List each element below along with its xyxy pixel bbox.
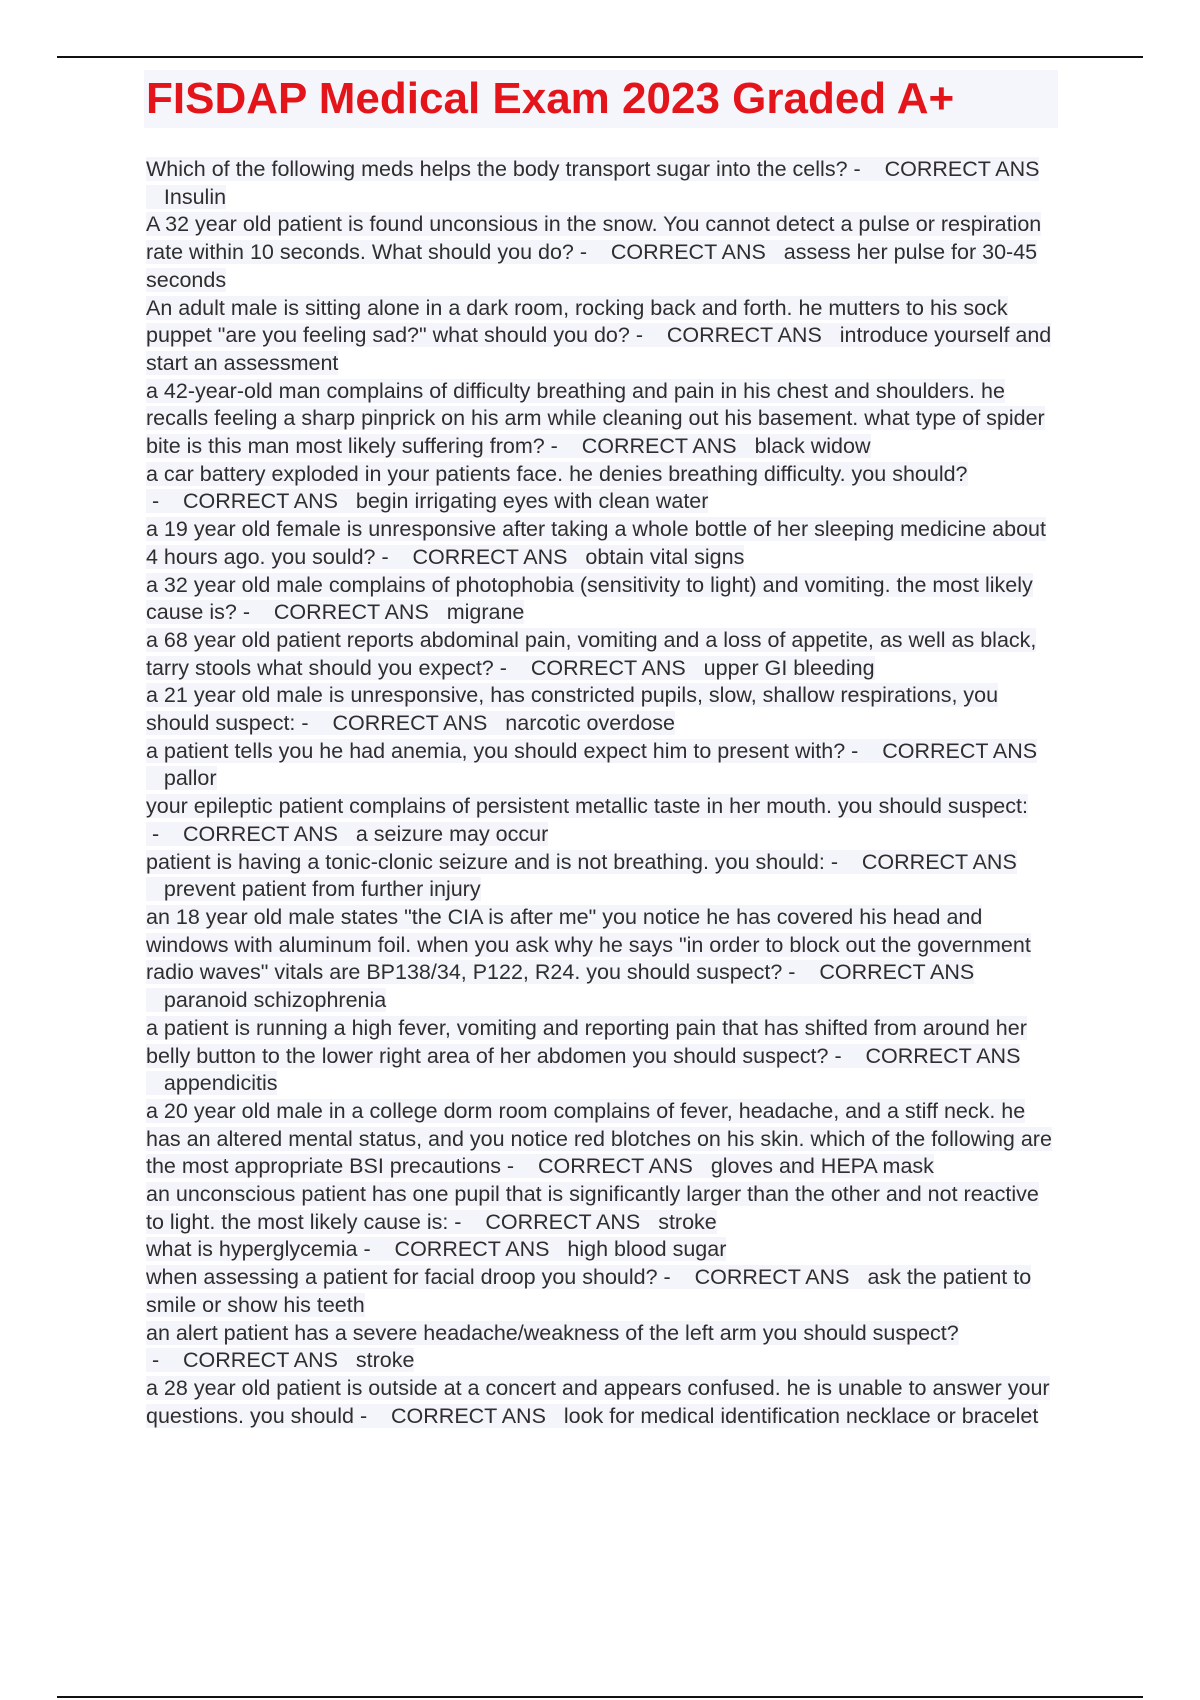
question-text: when assessing a patient for facial droop you should? xyxy=(146,1265,658,1290)
question-text: a 21 year old male is unresponsive, has constricted pupils, slow, shallow respirations, you should suspect: xyxy=(146,683,999,736)
answer-text: pallor xyxy=(163,766,217,791)
qa-item-text xyxy=(146,794,1028,846)
separator: - xyxy=(357,1237,395,1262)
qa-item-text xyxy=(146,1265,1031,1317)
separator: - xyxy=(629,323,667,348)
question-text: patient is having a tonic-clonic seizure and is not breathing. you should: xyxy=(146,849,825,874)
separator: - xyxy=(146,1348,184,1373)
question-text: a 42-year-old man complains of difficulty breathing and pain in his chest and shoulders. he recalls feeling a sharp pinprick on his arm while cleaning out his basement. what type of spider bite is this man most likely suffering from? xyxy=(146,378,1045,459)
qa-item-text xyxy=(146,739,1037,791)
correct-ans-label: CORRECT ANS xyxy=(394,1237,550,1262)
correct-ans-label: CORRECT ANS xyxy=(391,1403,546,1428)
question-text: your epileptic patient complains of persistent metallic taste in her mouth. you should suspect: xyxy=(146,794,1028,819)
correct-ans-label: CORRECT ANS xyxy=(530,655,686,680)
answer-text: introduce yourself and start an assessment xyxy=(146,323,1052,375)
qa-item xyxy=(146,904,1056,1015)
qa-item xyxy=(146,1264,1056,1319)
question-text: an alert patient has a severe headache/weakness of the left arm you should suspect? xyxy=(146,1320,959,1345)
answer-text: black widow xyxy=(754,434,871,459)
answer-text: appendicitis xyxy=(163,1071,278,1096)
separator: - xyxy=(146,821,184,846)
answer-text: assess her pulse for 30-45 seconds xyxy=(146,240,1038,292)
separator: - xyxy=(448,1209,486,1234)
qa-item-text xyxy=(146,1376,1050,1428)
qa-item-text xyxy=(146,905,1031,1012)
answer-text: begin irrigating eyes with clean water xyxy=(355,489,709,514)
answer-text: migrane xyxy=(446,600,525,625)
correct-ans-label: CORRECT ANS xyxy=(694,1265,850,1290)
qa-item-text xyxy=(146,850,1017,902)
qa-item xyxy=(146,1236,1056,1264)
answer-text: stroke xyxy=(658,1209,717,1234)
qa-item-text xyxy=(146,1182,1039,1234)
qa-item-text xyxy=(146,157,1039,209)
qa-item xyxy=(146,627,1056,682)
qa-list xyxy=(146,156,1056,1430)
correct-ans-label: CORRECT ANS xyxy=(581,434,737,459)
separator: - xyxy=(782,960,820,985)
qa-item xyxy=(146,1098,1056,1181)
separator: - xyxy=(828,1043,866,1068)
separator: - xyxy=(375,544,413,569)
correct-ans-label: CORRECT ANS xyxy=(819,960,975,985)
qa-item-text xyxy=(146,683,998,735)
correct-ans-label: CORRECT ANS xyxy=(861,849,1017,874)
correct-ans-label: CORRECT ANS xyxy=(610,240,766,265)
correct-ans-label: CORRECT ANS xyxy=(183,821,338,846)
correct-ans-label: CORRECT ANS xyxy=(666,323,822,348)
separator: - xyxy=(295,711,333,736)
bottom-rule xyxy=(57,1696,1143,1698)
question-text: an unconscious patient has one pupil that is significantly larger than the other and not reactive to light. the most likely cause is: xyxy=(146,1182,1039,1234)
question-text: a patient tells you he had anemia, you should expect him to present with? xyxy=(146,738,846,763)
answer-text: narcotic overdose xyxy=(505,711,675,736)
qa-item xyxy=(146,211,1056,294)
question-text: a 20 year old male in a college dorm room complains of fever, headache, and a stiff neck. he has an altered mental status, and you notice red blotches on his skin. which of the following are the most appropriate BSI precautions xyxy=(146,1098,1052,1179)
qa-item-text xyxy=(146,379,1045,458)
top-rule xyxy=(57,56,1143,58)
qa-item xyxy=(146,1181,1056,1236)
answer-text: gloves and HEPA mask xyxy=(710,1154,934,1179)
separator: - xyxy=(845,738,883,763)
separator: - xyxy=(236,600,274,625)
qa-item-text xyxy=(146,462,968,514)
answer-text: look for medical identification necklace or bracelet xyxy=(563,1403,1039,1428)
separator: - xyxy=(500,1154,538,1179)
qa-item xyxy=(146,378,1056,461)
question-text: Which of the following meds helps the body transport sugar into the cells? xyxy=(146,157,848,181)
qa-item-text xyxy=(146,1321,959,1373)
qa-item xyxy=(146,1375,1056,1430)
question-text: a 28 year old patient is outside at a concert and appears confused. he is unable to answer your questions. you should xyxy=(146,1375,1050,1428)
answer-text: a seizure may occur xyxy=(355,821,549,846)
correct-ans-label: CORRECT ANS xyxy=(485,1209,641,1234)
qa-item xyxy=(146,461,1056,516)
qa-item-text xyxy=(146,573,1033,625)
qa-item-text xyxy=(146,628,1036,680)
correct-ans-label: CORRECT ANS xyxy=(865,1043,1021,1068)
qa-item xyxy=(146,682,1056,737)
question-text: what is hyperglycemia xyxy=(146,1237,358,1262)
answer-text: high blood sugar xyxy=(567,1237,727,1262)
answer-text: upper GI bleeding xyxy=(703,655,875,680)
separator: - xyxy=(353,1403,392,1428)
qa-item-text xyxy=(146,1099,1052,1178)
qa-item xyxy=(146,738,1056,793)
qa-item xyxy=(146,793,1056,848)
qa-item xyxy=(146,1320,1056,1375)
correct-ans-label: CORRECT ANS xyxy=(332,711,488,736)
correct-ans-label: CORRECT ANS xyxy=(884,157,1040,181)
qa-item xyxy=(146,1015,1056,1098)
qa-item xyxy=(146,516,1056,571)
separator: - xyxy=(824,849,862,874)
answer-text: ask the patient to smile or show his teeth xyxy=(146,1265,1032,1317)
qa-item-text xyxy=(146,1237,726,1261)
correct-ans-label: CORRECT ANS xyxy=(273,600,429,625)
qa-item-text xyxy=(146,212,1041,291)
document-title: FISDAP Medical Exam 2023 Graded A+ xyxy=(146,74,955,123)
qa-item xyxy=(146,572,1056,627)
answer-text: stroke xyxy=(355,1348,415,1373)
separator: - xyxy=(847,157,885,181)
answer-text: prevent patient from further injury xyxy=(163,877,481,902)
separator: - xyxy=(146,489,184,514)
correct-ans-label: CORRECT ANS xyxy=(183,489,338,514)
answer-text: Insulin xyxy=(163,184,227,209)
separator: - xyxy=(493,655,531,680)
answer-text: obtain vital signs xyxy=(585,544,745,569)
question-text: A 32 year old patient is found unconsious in the snow. You cannot detect a pulse or respiration rate within 10 seconds. What should you do? xyxy=(146,212,1042,265)
question-text: a patient is running a high fever, vomiting and reporting pain that has shifted from around her belly button to the lower right area of her abdomen you should suspect? xyxy=(146,1015,1027,1068)
separator: - xyxy=(657,1265,695,1290)
question-text: an 18 year old male states "the CIA is after me" you notice he has covered his head and windows with aluminum foil. when you ask why he says "in order to block out the government radio waves" vitals are BP138/34, P122, R24. you should suspect? xyxy=(146,904,1031,985)
qa-item xyxy=(146,156,1056,211)
correct-ans-label: CORRECT ANS xyxy=(183,1348,338,1373)
qa-item xyxy=(146,295,1056,378)
correct-ans-label: CORRECT ANS xyxy=(412,544,568,569)
separator: - xyxy=(573,240,611,265)
qa-item-text xyxy=(146,1016,1027,1095)
question-text: a car battery exploded in your patients face. he denies breathing difficulty. you should? xyxy=(146,461,968,486)
correct-ans-label: CORRECT ANS xyxy=(537,1154,693,1179)
qa-item-text xyxy=(146,517,1046,569)
answer-text: paranoid schizophrenia xyxy=(163,988,387,1013)
question-text: a 19 year old female is unresponsive after taking a whole bottle of her sleeping medicine about 4 hours ago. you sould? xyxy=(146,517,1046,569)
question-text: An adult male is sitting alone in a dark room, rocking back and forth. he mutters to his sock puppet "are you feeling sad?" what should you do? xyxy=(146,295,1008,348)
separator: - xyxy=(544,434,582,459)
question-text: a 32 year old male complains of photophobia (sensitivity to light) and vomiting. the most likely cause is? xyxy=(146,572,1033,625)
qa-item xyxy=(146,849,1056,904)
question-text: a 68 year old patient reports abdominal pain, vomiting and a loss of appetite, as well as black, tarry stools what should you expect? xyxy=(146,627,1037,680)
qa-item-text xyxy=(146,296,1051,375)
correct-ans-label: CORRECT ANS xyxy=(882,738,1038,763)
